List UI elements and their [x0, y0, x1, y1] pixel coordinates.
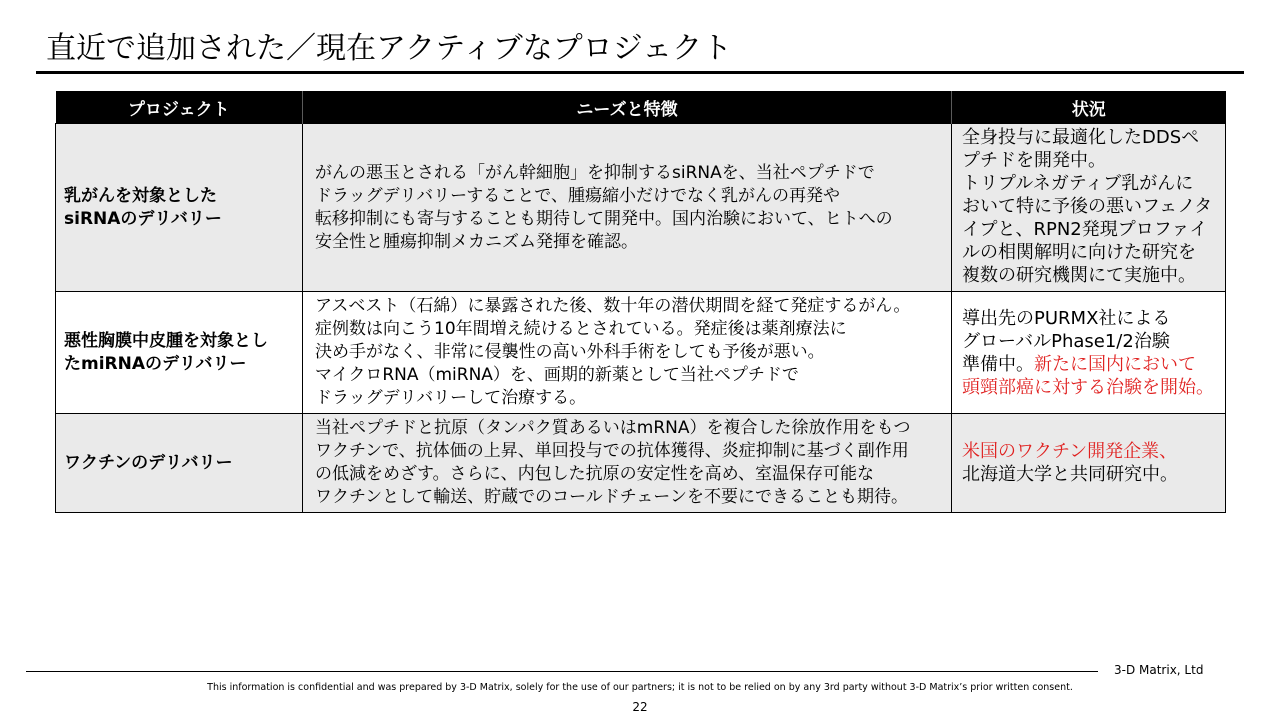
- description-line: 症例数は向こう10年間増え続けるとされている。発症後は薬剤療法に: [315, 319, 847, 339]
- status-line: [962, 353, 1219, 376]
- project-name-line: siRNAのデリバリー: [64, 208, 222, 229]
- status-cell: [952, 292, 1226, 414]
- description-cell: [303, 292, 952, 414]
- project-name-line: たmiRNAのデリバリー: [64, 353, 247, 374]
- table-header-row: [56, 91, 1226, 124]
- description-line: 決め手がなく、非常に侵襲性の高い外科手術をしても予後が悪い。: [315, 342, 825, 362]
- footer-divider: [26, 671, 1098, 672]
- description-line: がんの悪玉とされる「がん幹細胞」を抑制するsiRNAを、当社ペプチドで: [315, 162, 875, 183]
- description-line: 安全性と腫瘍抑制メカニズム発揮を確認。: [315, 231, 638, 252]
- status-cell: [952, 124, 1226, 292]
- company-name: 3-D Matrix, Ltd: [1114, 663, 1204, 677]
- status-highlight-line: 米国のワクチン開発企業、: [962, 441, 1178, 462]
- project-name-cell: [56, 292, 303, 414]
- status-cell: [952, 414, 1226, 513]
- description-line: マイクロRNA（miRNA）を、画期的新薬として当社ペプチドで: [315, 365, 799, 385]
- status-line: ルの相関解明に向けた研究を: [962, 242, 1196, 263]
- project-name-line: 悪性胸膜中皮腫を対象とし: [64, 330, 268, 351]
- header-needs-features: ニーズと特徴: [303, 91, 952, 124]
- confidentiality-notice: This information is confidential and was prepared by 3-D Matrix, solely for the use of our partners; it is not to be relied on by any 3rd party without 3-D Matrix’s prior written consent.: [207, 682, 1073, 693]
- description-line: の低減をめざす。さらに、内包した抗原の安定性を高め、室温保存可能な: [315, 464, 874, 484]
- status-line: 北海道大学と共同研究中。: [962, 464, 1178, 485]
- status-line: トリプルネガティブ乳がんに: [962, 173, 1194, 194]
- project-name-cell: [56, 124, 303, 292]
- page-number: 22: [632, 700, 648, 714]
- description-cell: [303, 414, 952, 513]
- status-line: 複数の研究機関にて実施中。: [962, 265, 1196, 286]
- description-line: 当社ペプチドと抗原（タンパク質あるいはmRNA）を複合した徐放作用をもつ: [315, 418, 911, 438]
- header-status: 状況: [952, 91, 1226, 124]
- status-line: 全身投与に最適化したDDSペ: [962, 127, 1200, 148]
- status-line: イプと、RPN2発現プロファイ: [962, 219, 1208, 240]
- table-row: [56, 124, 1226, 292]
- description-line: ワクチンとして輸送、貯蔵でのコールドチェーンを不要にできることも期待。: [315, 487, 908, 507]
- status-line: プチドを開発中。: [962, 150, 1106, 171]
- page-title: 直近で追加された／現在アクティブなプロジェクト: [46, 31, 733, 66]
- description-line: ドラッグデリバリーすることで、腫瘍縮小だけでなく乳がんの再発や: [315, 185, 840, 206]
- status-text: 準備中。: [962, 353, 1034, 375]
- status-line: グローバルPhase1/2治験: [962, 330, 1170, 352]
- table-row: [56, 292, 1226, 414]
- description-cell: [303, 124, 952, 292]
- status-line: おいて特に予後の悪いフェノタ: [962, 196, 1213, 217]
- description-line: アスベスト（石綿）に暴露された後、数十年の潜伏期間を経て発症するがん。: [315, 296, 911, 316]
- title-underline: [36, 71, 1244, 74]
- description-line: 転移抑制にも寄与することも期待して開発中。国内治験において、ヒトへの: [315, 208, 893, 229]
- project-name-line: 乳がんを対象とした: [64, 185, 217, 206]
- header-project: プロジェクト: [56, 91, 303, 124]
- project-name-cell: [56, 414, 303, 513]
- status-highlight-line: 頭頸部癌に対する治験を開始。: [962, 376, 1214, 398]
- status-line: 導出先のPURMX社による: [962, 307, 1171, 329]
- description-line: ドラッグデリバリーして治療する。: [315, 388, 587, 408]
- project-table: [55, 91, 1226, 513]
- description-line: ワクチンで、抗体価の上昇、単回投与での抗体獲得、炎症抑制に基づく副作用: [315, 441, 909, 461]
- table-row: [56, 414, 1226, 513]
- project-name-line: ワクチンのデリバリー: [64, 452, 233, 473]
- status-highlight-text: 新たに国内において: [1034, 353, 1196, 375]
